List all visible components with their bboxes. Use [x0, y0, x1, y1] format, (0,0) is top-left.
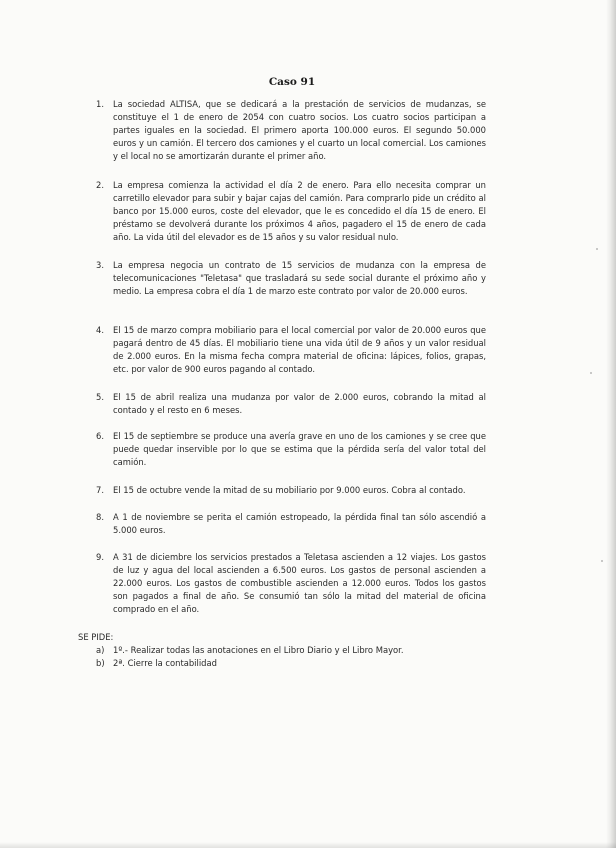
se-pide-label: b) [96, 658, 105, 668]
case-item-1 [96, 98, 486, 163]
item-number: 4. [96, 325, 104, 335]
case-item-6 [96, 430, 486, 469]
se-pide-item-a [96, 644, 404, 657]
se-pide-text: 2ª. Cierre la contabilidad [113, 658, 217, 668]
item-text: A 1 de noviembre se perita el camión estropeado, la pérdida final tan sólo ascendió a 5.000 euros. [113, 512, 486, 536]
scan-speck [590, 372, 592, 374]
item-text: El 15 de septiembre se produce una avería grave en uno de los camiones y se cree que puede quedar inservible por lo que se estima que la pérdida sería del valor total del camión. [113, 431, 486, 468]
scan-speck [596, 248, 598, 250]
item-text: La empresa comienza la actividad el día 2 de enero. Para ello necesita comprar un carretillo elevador para subir y bajar cajas del camión. Para comprarlo pide un crédito al banco por 15.000 euros, coste del elevador, que le es concedido el día 15 de enero. El préstamo se devolverá durante los próximos 4 años, pagadero el 15 de enero de cada año. La vida útil del elevador es de 15 años y su valor residual nulo. [113, 180, 486, 243]
item-text: La sociedad ALTISA, que se dedicará a la prestación de servicios de mudanzas, se constituye el 1 de enero de 2054 con cuatro socios. Los cuatro socios participan a partes iguales en la sociedad. El primero aporta 100.000 euros. El segundo 50.000 euros y un camión. El tercero dos camiones y el cuarto un local comercial. Los camiones y el local no se amortizarán durante el primer año. [113, 99, 486, 162]
item-number: 2. [96, 180, 104, 190]
page-bottom-shadow [0, 842, 616, 848]
case-item-9 [96, 551, 486, 616]
item-number: 5. [96, 392, 104, 402]
case-item-3 [96, 259, 486, 298]
se-pide-heading: SE PIDE: [78, 632, 114, 642]
item-number: 9. [96, 552, 104, 562]
page-edge-shadow [606, 0, 616, 848]
case-item-8 [96, 511, 486, 537]
case-item-5 [96, 391, 486, 417]
case-title: Caso 91 [268, 76, 316, 88]
item-text: El 15 de octubre vende la mitad de su mobiliario por 9.000 euros. Cobra al contado. [113, 485, 466, 495]
item-number: 7. [96, 485, 104, 495]
case-item-4 [96, 324, 486, 376]
se-pide-item-b [96, 657, 217, 670]
se-pide-label: a) [96, 645, 105, 655]
se-pide-text: 1º.- Realizar todas las anotaciones en el Libro Diario y el Libro Mayor. [113, 645, 404, 655]
item-text: El 15 de abril realiza una mudanza por valor de 2.000 euros, cobrando la mitad al contado y el resto en 6 meses. [113, 392, 486, 416]
item-text: La empresa negocia un contrato de 15 servicios de mudanza con la empresa de telecomunicaciones "Teletasa" que trasladará su sede social durante el próximo año y medio. La empresa cobra el día 1 de marzo este contrato por valor de 20.000 euros. [113, 260, 486, 297]
scan-speck [601, 560, 603, 562]
case-item-2 [96, 179, 486, 244]
item-number: 3. [96, 260, 104, 270]
item-number: 1. [96, 99, 104, 109]
item-text: El 15 de marzo compra mobiliario para el local comercial por valor de 20.000 euros que pagará dentro de 45 días. El mobiliario tiene una vida útil de 9 años y un valor residual de 2.000 euros. En la misma fecha compra material de oficina: lápices, folios, grapas, etc. por valor de 900 euros pagando al contado. [113, 325, 486, 375]
item-number: 6. [96, 431, 104, 441]
item-number: 8. [96, 512, 104, 522]
case-item-7 [96, 484, 486, 497]
item-text: A 31 de diciembre los servicios prestados a Teletasa ascienden a 12 viajes. Los gastos de luz y agua del local ascienden a 6.500 euros. Los gastos de personal ascienden a 22.000 euros. Los gastos de combustible ascienden a 12.000 euros. Todos los gastos son pagados a final de año. Se consumió tan sólo la mitad del material de oficina comprado en el año. [113, 552, 486, 615]
